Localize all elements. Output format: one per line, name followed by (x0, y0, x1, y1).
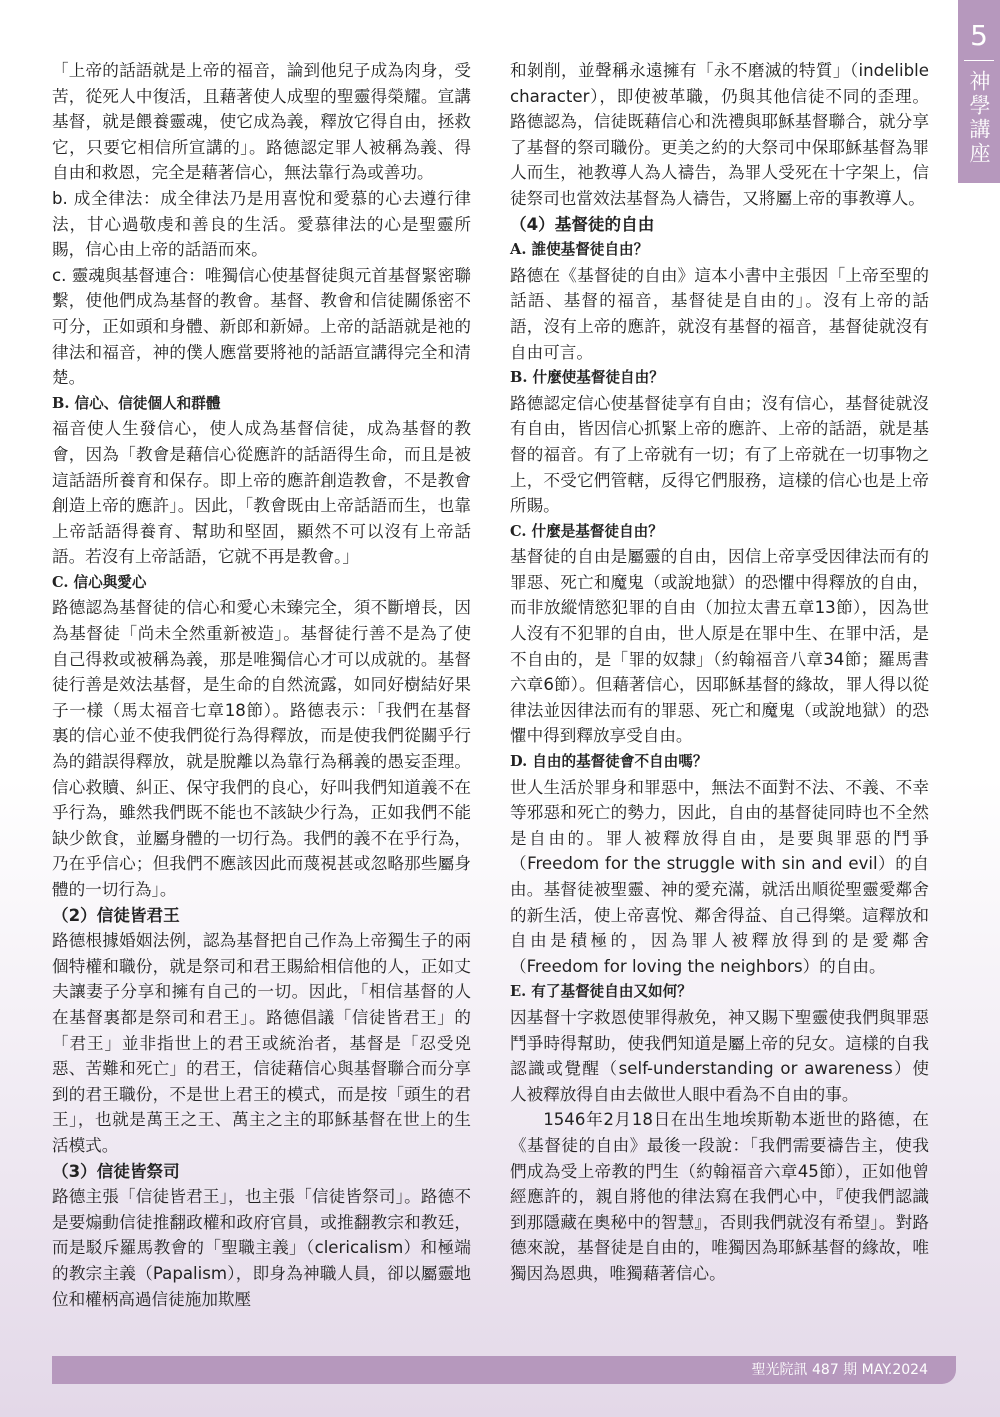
subsection-heading: B. 信心、信徒個人和群體 (52, 394, 221, 412)
paragraph: 「上帝的話語就是上帝的福音，論到他兒子成為肉身，受苦，從死人中復活，且藉著使人成聖的聖靈得榮耀。宣講基督，就是餵養靈魂，使它成為義，釋放它得自由，拯救它，只要它相信所宣講的」。路德認定罪人被稱為義、得自由和救恩，完全是藉著信心，無法靠行為或善功。 (52, 61, 471, 183)
page-number: 5 (970, 19, 988, 52)
paragraph: 福音使人生發信心，使人成為基督信徒，成為基督的教會，因為「教會是藉信心從應許的話語得生命，而且是被這話語所養育和保存。即上帝的應許創造教會，不是教會創造上帝的應許」。因此，「教會既由上帝話語而生，也靠上帝話語得養育、幫助和堅固，顯然不可以沒有上帝話語。若沒有上帝話語，它就不再是教會。」 (52, 419, 471, 567)
section-tab (958, 0, 1000, 183)
paragraph: 路德根據婚姻法例，認為基督把自己作為上帝獨生子的兩個特權和職份，就是祭司和君王賜給相信他的人，正如丈夫讓妻子分享和擁有自己的一切。因此，「相信基督的人在基督裏都是祭司和君王」。路德倡議「信徒皆君王」的「君王」並非指世上的君王或統治者，基督是「忍受兇惡、苦難和死亡」的君王，信徒藉信心與基督聯合而分享到的君王職份，不是世上君王的模式，而是按「頭生的君王」，也就是萬王之王、萬主之主的耶穌基督在世上的生活模式。 (52, 931, 471, 1155)
subsection-heading: E. 有了基督徒自由又如何？ (510, 983, 692, 1001)
paragraph: 因基督十字救恩使罪得赦免，神又賜下聖靈使我們與罪惡鬥爭時得幫助，使我們知道是屬上帝的兒女。這樣的自我認識或覺醒（self-understanding or awareness）使人被釋放得自由去做世人眼中看為不自由的事。 (510, 1007, 929, 1104)
paragraph: 世人生活於罪身和罪惡中，無法不面對不法、不義、不幸等邪惡和死亡的勢力，因此，自由的基督徒同時也不全然是自由的。罪人被釋放得自由，是要與罪惡的鬥爭（Freedom for the struggle with sin and evil）的自由。基督徒被聖靈、神的愛充滿，就活出順從聖靈愛鄰舍的新生活，使上帝喜悅、鄰舍得益、自己得樂。這釋放和自由是積極的，因為罪人被釋放得到的是愛鄰舍（Freedom for loving the neighbors）的自由。 (510, 777, 929, 976)
tab-divider (964, 60, 994, 61)
right-column (510, 58, 929, 1348)
section-label: 神學講座 (967, 70, 991, 166)
section-heading: （3）信徒皆祭司 (52, 1161, 180, 1181)
subsection-heading: A. 誰使基督徒自由？ (510, 241, 649, 259)
paragraph: c. 靈魂與基督連合：唯獨信心使基督徒與元首基督緊密聯繫，使他們成為基督的教會。基督、教會和信徒關係密不可分，正如頭和身體、新郎和新婦。上帝的話語就是祂的律法和福音，神的僕人應當要將祂的話語宣講得完全和清楚。 (52, 265, 471, 388)
paragraph: 1546年2月18日在出生地埃斯勒本逝世的路德，在《基督徒的自由》最後一段說：「我們需要禱告主，使我們成為受上帝教的門生（約翰福音六章45節），正如他曾經應許的，親自將他的律法寫在我們心中，『使我們認識到那隱藏在奧秘中的智慧』，否則我們就沒有希望」。對路德來說，基督徒是自由的，唯獨因為耶穌基督的緣故，唯獨因為恩典，唯獨藉著信心。 (510, 1110, 929, 1283)
paragraph: b. 成全律法：成全律法乃是用喜悅和愛慕的心去遵行律法，甘心過敬虔和善良的生活。愛慕律法的心是聖靈所賜，信心由上帝的話語而來。 (52, 188, 471, 260)
paragraph: 和剝削，並聲稱永遠擁有「永不磨滅的特質」（indelible character），即使被革職，仍與其他信徒不同的歪理。路德認為，信徒既藉信心和洗禮與耶穌基督聯合，就分享了基督的祭司職份。更美之約的大祭司中保耶穌基督為罪人而生，祂教導人為人禱告，為罪人受死在十字架上，信徒祭司也當效法基督為人禱告，又將屬上帝的事教導人。 (510, 61, 929, 208)
paragraph: 路德認定信心使基督徒享有自由；沒有信心，基督徒就沒有自由，皆因信心抓緊上帝的應許、上帝的話語，就是基督的福音。有了上帝就有一切；有了上帝就在一切事物之上，不受它們管轄，反得它們服務，這樣的信心也是上帝所賜。 (510, 393, 929, 516)
subsection-heading: C. 什麼是基督徒自由？ (510, 522, 663, 540)
footer-bar (52, 1356, 956, 1384)
paragraph: 路德認為基督徒的信心和愛心未臻完全，須不斷增長，因為基督徒「尚未全然重新被造」。基督徒行善不是為了使自己得救或被稱為義，那是唯獨信心才可以成就的。基督徒行善是效法基督，是生命的自然流露，如同好樹結好果子一樣（馬太福音七章18節）。路德表示：「我們在基督裏的信心並不使我們從行為得釋放，而是使我們從關乎行為的錯誤得釋放，就是脫離以為靠行為稱義的愚妄歪理。信心救贖、糾正、保守我們的良心，好叫我們知道義不在乎行為，雖然我們既不能也不該缺少行為，正如我們不能缺少飲食，並屬身體的一切行為。我們的義不在乎行為，乃在乎信心；但我們不應該因此而蔑視甚或忽略那些屬身體的一切行為」。 (52, 598, 471, 899)
subsection-heading: C. 信心與愛心 (52, 573, 147, 591)
left-column (52, 58, 471, 1348)
section-heading: （2）信徒皆君王 (52, 905, 180, 925)
paragraph: 路德在《基督徒的自由》這本小書中主張因「上帝至聖的話語、基督的福音，基督徒是自由的」。沒有上帝的話語，沒有上帝的應許，就沒有基督的福音，基督徒就沒有自由可言。 (510, 265, 929, 362)
paragraph: 基督徒的自由是屬靈的自由，因信上帝享受因律法而有的罪惡、死亡和魔鬼（或說地獄）的恐懼中得釋放的自由，而非放縱情慾犯罪的自由（加拉太書五章13節），因為世人沒有不犯罪的自由，世人原是在罪中生、在罪中活，是不自由的，是「罪的奴隸」（約翰福音八章34節；羅馬書六章6節）。但藉著信心，因耶穌基督的緣故，罪人得以從律法並因律法而有的罪惡、死亡和魔鬼（或說地獄）的恐懼中得到釋放享受自由。 (510, 547, 929, 746)
subsection-heading: B. 什麼使基督徒自由？ (510, 369, 664, 387)
section-heading: （4）基督徒的自由 (510, 214, 655, 234)
publication-info: 聖光院訊 487 期 MAY.2024 (751, 1362, 928, 1378)
subsection-heading: D. 自由的基督徒會不自由嗎？ (510, 753, 708, 771)
paragraph: 路德主張「信徒皆君王」，也主張「信徒皆祭司」。路德不是要煽動信徒推翻政權和政府官員，或推翻教宗和教廷，而是駁斥羅馬教會的「聖職主義」（clericalism）和極端的教宗主義（Papalism），即身為神職人員，卻以屬靈地位和權柄高過信徒施加欺壓 (52, 1187, 471, 1309)
